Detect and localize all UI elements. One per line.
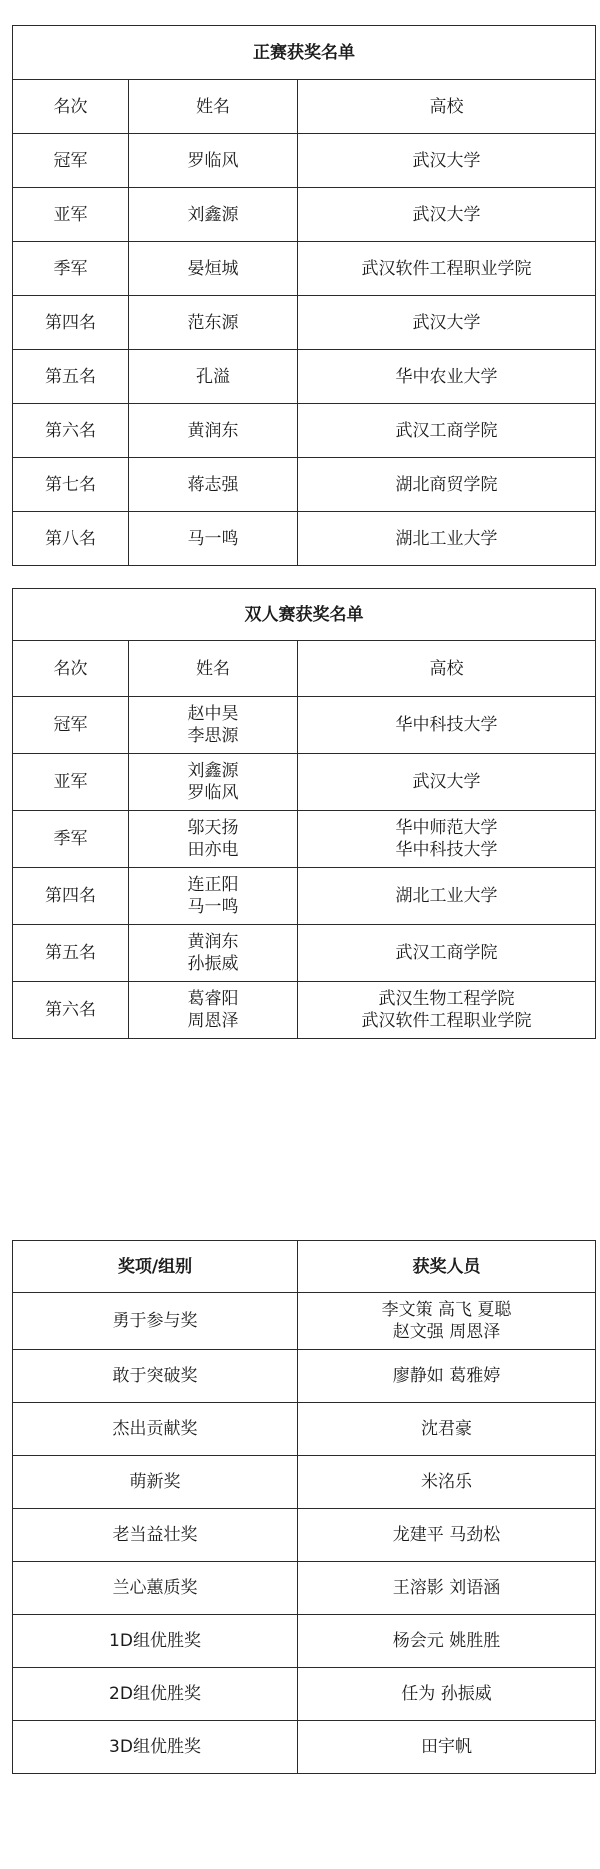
winners-cell-line: 龙建平 马劲松: [392, 1525, 501, 1545]
school-cell: 武汉大学: [298, 188, 596, 242]
names-cell: [129, 868, 298, 925]
winners-cell: [298, 1615, 596, 1668]
table-row: [13, 1562, 596, 1615]
winners-cell-line: 任为 孙振威: [401, 1684, 492, 1704]
names-cell: [129, 982, 298, 1039]
award-cell: 萌新奖: [13, 1456, 298, 1509]
award-cell: 2D组优胜奖: [13, 1668, 298, 1721]
winners-cell-line: 沈君豪: [421, 1419, 472, 1439]
table-header-row: [13, 641, 596, 697]
school-cell: [298, 697, 596, 754]
table-row: [13, 512, 596, 566]
winners-cell-line: 赵文强 周恩泽: [392, 1322, 501, 1342]
school-cell-line: 武汉工商学院: [395, 943, 498, 963]
table-title-row: [13, 26, 596, 80]
school-cell: 湖北工业大学: [298, 512, 596, 566]
doubles-results-table: [12, 588, 596, 1039]
school-cell-line: 华中师范大学: [395, 818, 498, 838]
table-row: [13, 1721, 596, 1774]
table-row: [13, 1509, 596, 1562]
names-cell-line: 孙振威: [187, 954, 239, 974]
award-cell: 杰出贡献奖: [13, 1403, 298, 1456]
table-row: [13, 1456, 596, 1509]
rank-cell: 第七名: [13, 458, 129, 512]
name-cell: 刘鑫源: [129, 188, 298, 242]
table-row: [13, 982, 596, 1039]
names-cell-line: 周恩泽: [187, 1011, 239, 1031]
winners-cell: [298, 1721, 596, 1774]
table-title-row: [13, 589, 596, 641]
header-rank: 名次: [13, 80, 129, 134]
rank-cell: 季军: [13, 811, 129, 868]
table-row: [13, 1403, 596, 1456]
rank-cell: 冠军: [13, 134, 129, 188]
names-cell-line: 邬天扬: [187, 818, 239, 838]
rank-cell: 第四名: [13, 868, 129, 925]
winners-cell: [298, 1350, 596, 1403]
winners-cell: [298, 1668, 596, 1721]
award-cell: 老当益壮奖: [13, 1509, 298, 1562]
names-cell-line: 连正阳: [187, 875, 239, 895]
rank-cell: 第五名: [13, 925, 129, 982]
names-cell: [129, 925, 298, 982]
header-award: 奖项/组别: [13, 1241, 298, 1293]
rank-cell: 亚军: [13, 188, 129, 242]
winners-cell-line: 李文策 高飞 夏聪: [381, 1300, 512, 1320]
table-row: [13, 350, 596, 404]
rank-cell: 季军: [13, 242, 129, 296]
name-cell: 黄润东: [129, 404, 298, 458]
school-cell: [298, 982, 596, 1039]
school-cell: 湖北商贸学院: [298, 458, 596, 512]
school-cell: [298, 754, 596, 811]
award-cell: 敢于突破奖: [13, 1350, 298, 1403]
school-cell-line: 湖北工业大学: [395, 886, 498, 906]
winners-cell-line: 王溶影 刘语涵: [392, 1578, 501, 1598]
names-cell: [129, 811, 298, 868]
table-row: [13, 188, 596, 242]
table-header-row: [13, 80, 596, 134]
winners-cell-line: 米洺乐: [421, 1472, 472, 1492]
doubles-table-title: 双人赛获奖名单: [13, 589, 596, 641]
winners-cell-line: 廖静如 葛雅婷: [392, 1366, 501, 1386]
table-row: [13, 868, 596, 925]
winners-cell: [298, 1456, 596, 1509]
header-school: 高校: [298, 80, 596, 134]
school-cell-line: 华中科技大学: [395, 715, 498, 735]
school-cell: [298, 868, 596, 925]
table-header-row: [13, 1241, 596, 1293]
winners-cell: [298, 1509, 596, 1562]
award-cell: 兰心蕙质奖: [13, 1562, 298, 1615]
winners-cell-line: 田宇帆: [421, 1737, 472, 1757]
winners-cell: [298, 1293, 596, 1350]
rank-cell: 冠军: [13, 697, 129, 754]
award-cell: 勇于参与奖: [13, 1293, 298, 1350]
table-row: [13, 134, 596, 188]
main-results-table: [12, 25, 596, 566]
header-name: 姓名: [129, 80, 298, 134]
table-row: [13, 1615, 596, 1668]
school-cell: 武汉大学: [298, 296, 596, 350]
winners-cell: [298, 1403, 596, 1456]
table-row: [13, 404, 596, 458]
names-cell-line: 黄润东: [187, 932, 239, 952]
school-cell-line: 华中科技大学: [395, 840, 498, 860]
table-row: [13, 811, 596, 868]
school-cell-line: 武汉大学: [412, 772, 481, 792]
school-cell: [298, 925, 596, 982]
names-cell-line: 李思源: [187, 726, 239, 746]
table-row: [13, 296, 596, 350]
school-cell-line: 武汉生物工程学院: [378, 989, 515, 1009]
school-cell: 华中农业大学: [298, 350, 596, 404]
table-row: [13, 1668, 596, 1721]
names-cell-line: 马一鸣: [187, 897, 239, 917]
award-cell: 1D组优胜奖: [13, 1615, 298, 1668]
school-cell: 武汉软件工程职业学院: [298, 242, 596, 296]
names-cell-line: 赵中昊: [187, 704, 239, 724]
header-winners: 获奖人员: [298, 1241, 596, 1293]
names-cell: [129, 754, 298, 811]
rank-cell: 第五名: [13, 350, 129, 404]
rank-cell: 第六名: [13, 404, 129, 458]
rank-cell: 第四名: [13, 296, 129, 350]
school-cell: 武汉工商学院: [298, 404, 596, 458]
header-rank: 名次: [13, 641, 129, 697]
names-cell-line: 刘鑫源: [187, 761, 239, 781]
table-row: [13, 754, 596, 811]
table-row: [13, 925, 596, 982]
names-cell-line: 罗临风: [187, 783, 239, 803]
header-school: 高校: [298, 641, 596, 697]
table-row: [13, 458, 596, 512]
name-cell: 蒋志强: [129, 458, 298, 512]
rank-cell: 第八名: [13, 512, 129, 566]
winners-cell: [298, 1562, 596, 1615]
name-cell: 罗临风: [129, 134, 298, 188]
names-cell-line: 田亦电: [187, 840, 239, 860]
school-cell: 武汉大学: [298, 134, 596, 188]
rank-cell: 亚军: [13, 754, 129, 811]
header-name: 姓名: [129, 641, 298, 697]
table-row: [13, 1293, 596, 1350]
name-cell: 范东源: [129, 296, 298, 350]
table-row: [13, 697, 596, 754]
rank-cell: 第六名: [13, 982, 129, 1039]
name-cell: 晏烜城: [129, 242, 298, 296]
name-cell: 孔溢: [129, 350, 298, 404]
table-row: [13, 1350, 596, 1403]
name-cell: 马一鸣: [129, 512, 298, 566]
school-cell-line: 武汉软件工程职业学院: [361, 1011, 532, 1031]
winners-cell-line: 杨会元 姚胜胜: [392, 1631, 501, 1651]
table-row: [13, 242, 596, 296]
school-cell: [298, 811, 596, 868]
names-cell-line: 葛睿阳: [187, 989, 239, 1009]
main-table-title: 正赛获奖名单: [13, 26, 596, 80]
award-cell: 3D组优胜奖: [13, 1721, 298, 1774]
names-cell: [129, 697, 298, 754]
special-awards-table: [12, 1240, 596, 1774]
